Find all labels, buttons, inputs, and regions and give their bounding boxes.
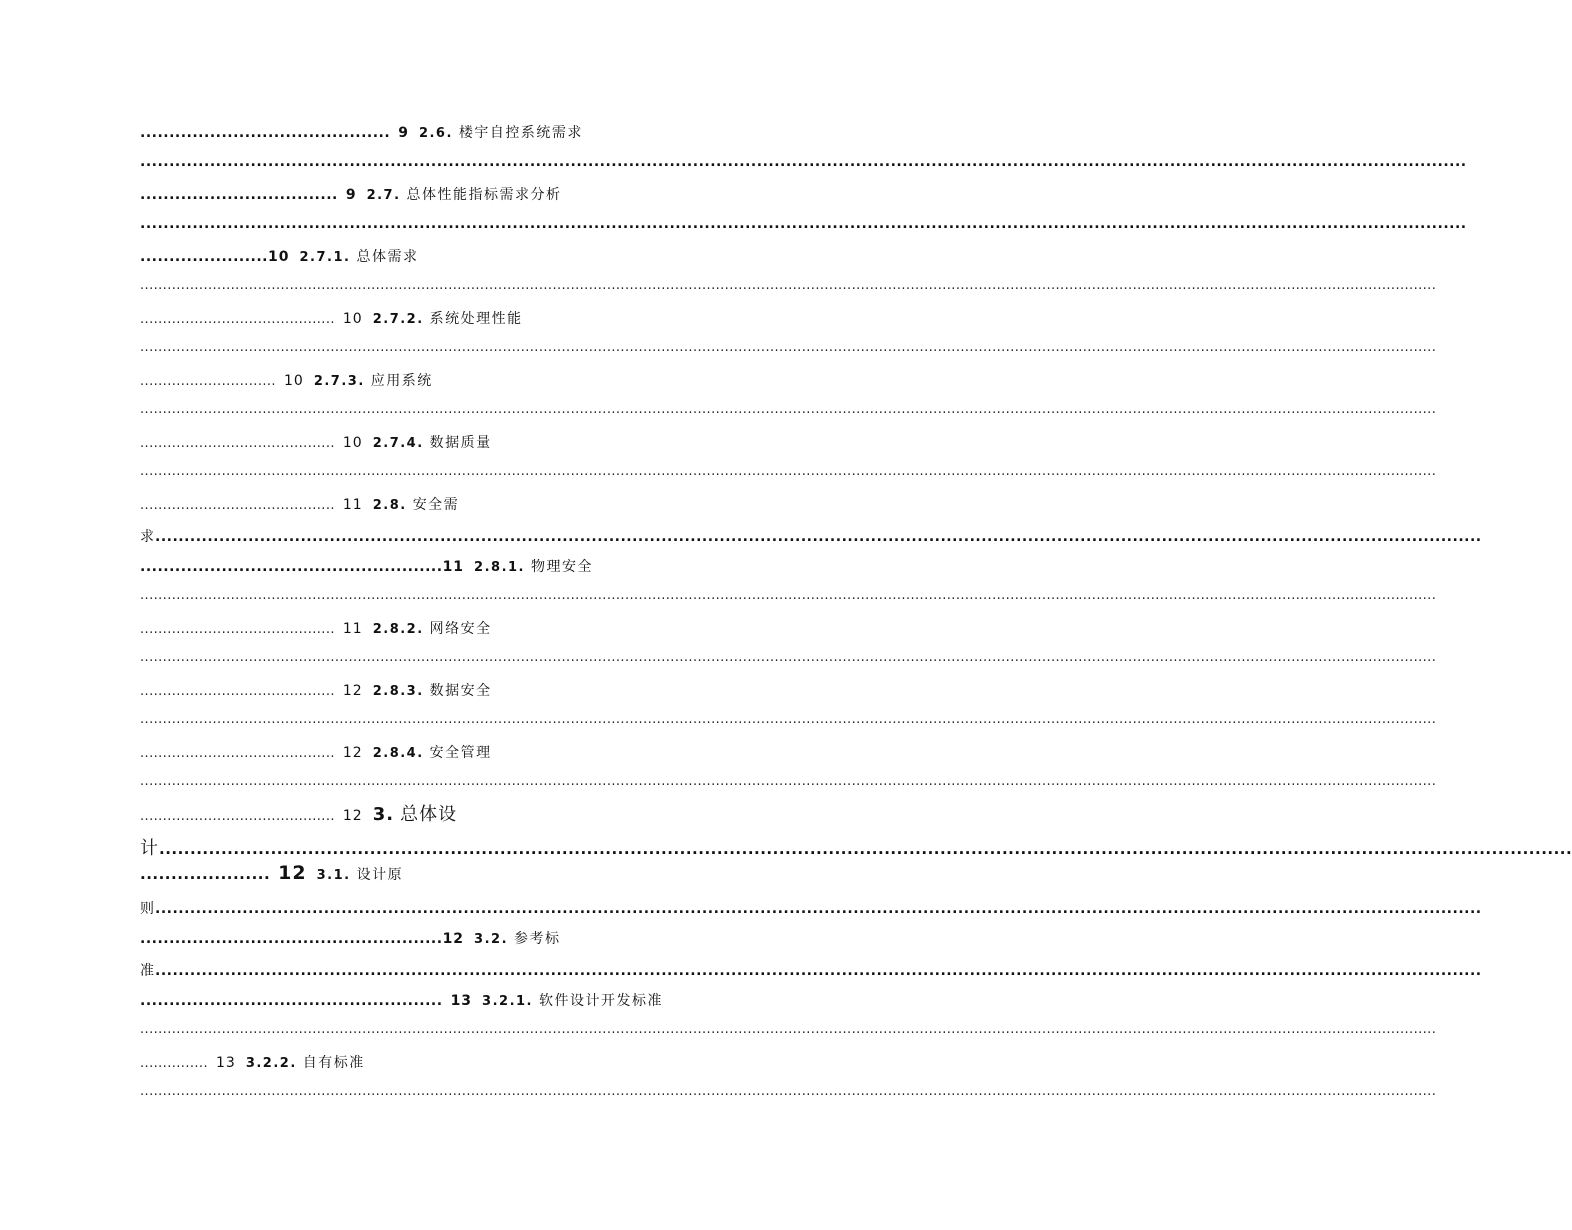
- page-number: 9: [398, 125, 409, 141]
- page-number: 11: [342, 497, 363, 513]
- dot-leader: ....................................................................................................................................................................................................................................: [140, 154, 1467, 170]
- toc-row-2-8: [140, 494, 810, 518]
- section-number: 2.7.2.: [372, 312, 424, 327]
- section-title: 系统处理性能: [429, 311, 523, 327]
- section-title: 安全管理: [429, 745, 492, 761]
- page-number: 9: [345, 187, 357, 203]
- section-title: 物理安全: [531, 559, 593, 575]
- dot-leader: ..............................................................................................................................................................................................................................................................................................: [140, 1084, 1437, 1099]
- dot-leader: ....................................................................................................................................................................................................................................: [140, 216, 1467, 232]
- section-title: 总体需求: [356, 249, 419, 265]
- dot-leader: ...........................................: [140, 125, 391, 141]
- dot-leader: ..............................................................................................................................................................................................................................................................................................: [140, 712, 1437, 727]
- dot-leader: ...........................................: [140, 684, 335, 699]
- title-continuation: 求: [140, 529, 155, 545]
- toc-row-3-2-cont: [140, 960, 1482, 984]
- section-number: 2.6.: [418, 126, 453, 141]
- dot-leader: ..............................................................................................................................................................................................................................................................................................: [140, 402, 1437, 417]
- section-number: 3.1.: [316, 868, 351, 883]
- toc-row-3-1-cont: [140, 898, 1482, 922]
- section-number: 2.7.1.: [299, 250, 351, 265]
- toc-row-2-8-3: [140, 680, 810, 704]
- dot-leader: ...........................................: [140, 312, 335, 327]
- section-title: 总体性能指标需求分析: [406, 187, 562, 203]
- section-title: 楼宇自控系统需求: [458, 125, 583, 141]
- dot-leader: .....................: [140, 865, 271, 883]
- section-number: 3.2.: [474, 932, 509, 947]
- toc-row-2-7-4: [140, 432, 810, 456]
- toc-row-2-8-4: [140, 742, 810, 766]
- dot-leader: ..............................................................................................................................................................................................................................................................................................: [140, 340, 1437, 355]
- leader-line: [140, 588, 1437, 612]
- dot-leader: ..............................: [140, 374, 276, 389]
- page-number: 11: [342, 621, 363, 637]
- dot-leader: ...........................................: [140, 498, 335, 513]
- dot-leader: ..............................................................................................................................................................................................................................................................................................: [140, 464, 1437, 479]
- page-number: 13: [216, 1055, 236, 1071]
- dot-leader: ....................................................: [140, 993, 443, 1009]
- page-number: 12: [442, 931, 465, 947]
- leader-line: [140, 1084, 1437, 1108]
- dot-leader: ..............................................................................................................................................................................................................................................................................................: [140, 588, 1437, 603]
- dot-leader: ..............................................................................................................................................................................................................................................................................................: [140, 774, 1437, 789]
- title-continuation: 准: [140, 963, 155, 979]
- dot-leader: ......................: [140, 249, 269, 265]
- toc-row-2-8-cont: [140, 526, 1482, 550]
- toc-row-2-7-3: [140, 370, 810, 394]
- dot-leader: ...............: [140, 1056, 208, 1071]
- page-number: 10: [342, 311, 363, 327]
- dot-leader: ..............................................................................................................................................................................................................................................................................................: [140, 278, 1437, 293]
- page-number: 12: [342, 808, 363, 824]
- toc-row-3-2: [140, 928, 810, 952]
- section-number: 2.8.1.: [474, 560, 525, 575]
- toc-row-2-8-2: [140, 618, 810, 642]
- section-number: 3.: [372, 804, 395, 825]
- dot-leader: ...........................................: [140, 746, 335, 761]
- toc-row-2-6: [140, 122, 810, 146]
- section-number: 3.2.2.: [245, 1056, 297, 1071]
- page-number: 11: [442, 559, 465, 575]
- section-title: 软件设计开发标准: [539, 993, 663, 1009]
- page-number: 13: [450, 993, 473, 1009]
- section-title: 总体设: [400, 804, 458, 825]
- toc-row-3-1: [140, 862, 810, 892]
- toc-row-2-7-1: [140, 246, 810, 270]
- dot-leader: ....................................................................................................................................................................................................................................: [155, 901, 1482, 917]
- toc-row-2-7-2: [140, 308, 810, 332]
- dot-leader: ...........................................: [140, 809, 335, 824]
- section-number: 2.7.4.: [372, 436, 424, 451]
- leader-line: [140, 650, 1437, 674]
- toc-row-3-2-1: [140, 990, 810, 1014]
- page-number: 12: [342, 745, 363, 761]
- section-title: 自有标准: [302, 1055, 365, 1071]
- section-number: 3.2.1.: [482, 994, 533, 1009]
- toc-row-3: [140, 800, 810, 830]
- dot-leader: ....................................................: [140, 931, 443, 947]
- dot-leader: ....................................................................................................................................................................................................................................: [155, 529, 1482, 545]
- section-title: 参考标: [514, 931, 561, 947]
- page-number: 10: [342, 435, 363, 451]
- section-number: 2.7.3.: [313, 374, 365, 389]
- dot-leader: ..................................: [140, 187, 338, 203]
- leader-line: [140, 464, 1437, 488]
- toc-row-2-7: [140, 184, 810, 208]
- toc-row-2-8-1: [140, 556, 810, 580]
- page-number: 12: [278, 862, 307, 884]
- leader-line: [140, 402, 1437, 426]
- leader-line: [140, 1022, 1437, 1046]
- dot-leader: ...........................................: [140, 622, 335, 637]
- leader-line: [140, 216, 1467, 240]
- leader-line: [140, 712, 1437, 736]
- section-title: 数据质量: [429, 435, 492, 451]
- section-title: 数据安全: [429, 683, 492, 699]
- leader-line: [140, 154, 1467, 178]
- section-number: 2.8.3.: [372, 684, 424, 699]
- page-number: 10: [283, 373, 304, 389]
- section-number: 2.8.4.: [372, 746, 424, 761]
- dot-leader: ..............................................................................................................................................................................................................................................................................................: [140, 650, 1437, 665]
- toc-row-3-cont: [140, 834, 1572, 862]
- section-title: 设计原: [356, 867, 404, 883]
- section-number: 2.8.: [372, 498, 407, 513]
- dot-leader: ...........................................: [140, 436, 335, 451]
- dot-leader: ..............................................................................................................................................................................................................................................................................................: [140, 1022, 1437, 1037]
- page-number: 10: [268, 249, 290, 265]
- dot-leader: ....................................................................................................................................................................................................................................: [155, 963, 1482, 979]
- section-title: 安全需: [412, 497, 460, 513]
- title-continuation: 则: [140, 901, 155, 917]
- page-number: 12: [342, 683, 363, 699]
- dot-leader: ....................................................: [140, 559, 443, 575]
- leader-line: [140, 774, 1437, 798]
- section-number: 2.8.2.: [372, 622, 424, 637]
- section-title: 网络安全: [429, 621, 492, 637]
- section-title: 应用系统: [370, 373, 433, 389]
- leader-line: [140, 340, 1437, 364]
- title-continuation: 计: [140, 838, 159, 859]
- dot-leader: ....................................................................................................................................................................................................................................: [159, 840, 1572, 858]
- toc-row-3-2-2: [140, 1052, 810, 1076]
- section-number: 2.7.: [366, 188, 401, 203]
- leader-line: [140, 278, 1437, 302]
